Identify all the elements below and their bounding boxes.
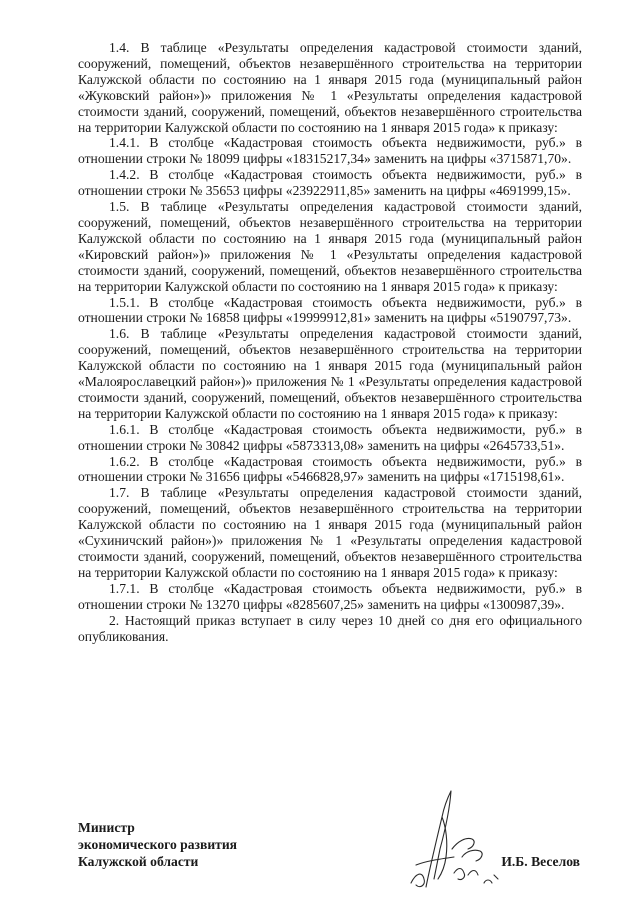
paragraph-2: 2. Настоящий приказ вступает в силу через 10 дней со дня его официального опубликования. [78,612,582,644]
paragraph-1-5-1: 1.5.1. В столбце «Кадастровая стоимость объекта недвижимости, руб.» в отношении строки № 16858 цифры «19999912,81» заменить на цифры «5190797,73». [78,294,582,326]
paragraph-1-4-2: 1.4.2. В столбце «Кадастровая стоимость объекта недвижимости, руб.» в отношении строки № 35653 цифры «23922911,85» заменить на цифры «4691999,15». [78,167,582,199]
paragraph-1-7-1: 1.7.1. В столбце «Кадастровая стоимость объекта недвижимости, руб.» в отношении строки № 13270 цифры «8285607,25» заменить на цифры «1300987,39». [78,580,582,612]
signatory-title-line-1: Министр [78,820,135,835]
handwritten-signature-icon [396,787,516,897]
paragraph-1-4: 1.4. В таблице «Результаты определения кадастровой стоимости зданий, сооружений, помещений, объектов незавершённого строительства на территории Калужской области по состоянию на 1 января 2015 года (муниципальный район «Жуковский район»)» приложения № 1 «Результаты определения кадастровой стоимости зданий, сооружений, помещений, объектов незавершённого строительства на территории Калужской области по состоянию на 1 января 2015 года» к приказу: [78,40,582,135]
signature-block [78,819,582,879]
signatory-name: И.Б. Веселов [501,854,580,869]
paragraph-1-4-1: 1.4.1. В столбце «Кадастровая стоимость объекта недвижимости, руб.» в отношении строки № 18099 цифры «18315217,34» заменить на цифры «3715871,70». [78,135,582,167]
paragraph-1-6-1: 1.6.1. В столбце «Кадастровая стоимость объекта недвижимости, руб.» в отношении строки № 30842 цифры «5873313,08» заменить на цифры «2645733,51». [78,421,582,453]
signatory-title [78,819,237,870]
paragraph-1-7: 1.7. В таблице «Результаты определения кадастровой стоимости зданий, сооружений, помещений, объектов незавершённого строительства на территории Калужской области по состоянию на 1 января 2015 года (муниципальный район «Сухиничский район»)» приложения № 1 «Результаты определения кадастровой стоимости зданий, сооружений, помещений, объектов незавершённого строительства на территории Калужской области по состоянию на 1 января 2015 года» к приказу: [78,485,582,580]
paragraph-1-6-2: 1.6.2. В столбце «Кадастровая стоимость объекта недвижимости, руб.» в отношении строки № 31656 цифры «5466828,97» заменить на цифры «1715198,61». [78,453,582,485]
signatory-title-line-2: экономического развития [78,837,238,852]
document-body [78,40,582,644]
paragraph-1-6: 1.6. В таблице «Результаты определения кадастровой стоимости зданий, сооружений, помещений, объектов незавершённого строительства на территории Калужской области по состоянию на 1 января 2015 года (муниципальный район «Малоярославецкий район»)» приложения № 1 «Результаты определения кадастровой стоимости зданий, сооружений, помещений, объектов незавершённого строительства на территории Калужской области по состоянию на 1 января 2015 года» к приказу: [78,326,582,421]
paragraph-1-5: 1.5. В таблице «Результаты определения кадастровой стоимости зданий, сооружений, помещений, объектов незавершённого строительства на территории Калужской области по состоянию на 1 января 2015 года (муниципальный район «Кировский район»)» приложения № 1 «Результаты определения кадастровой стоимости зданий, сооружений, помещений, объектов незавершённого строительства на территории Калужской области по состоянию на 1 января 2015 года» к приказу: [78,199,582,294]
signatory-title-line-3: Калужской области [78,854,199,869]
